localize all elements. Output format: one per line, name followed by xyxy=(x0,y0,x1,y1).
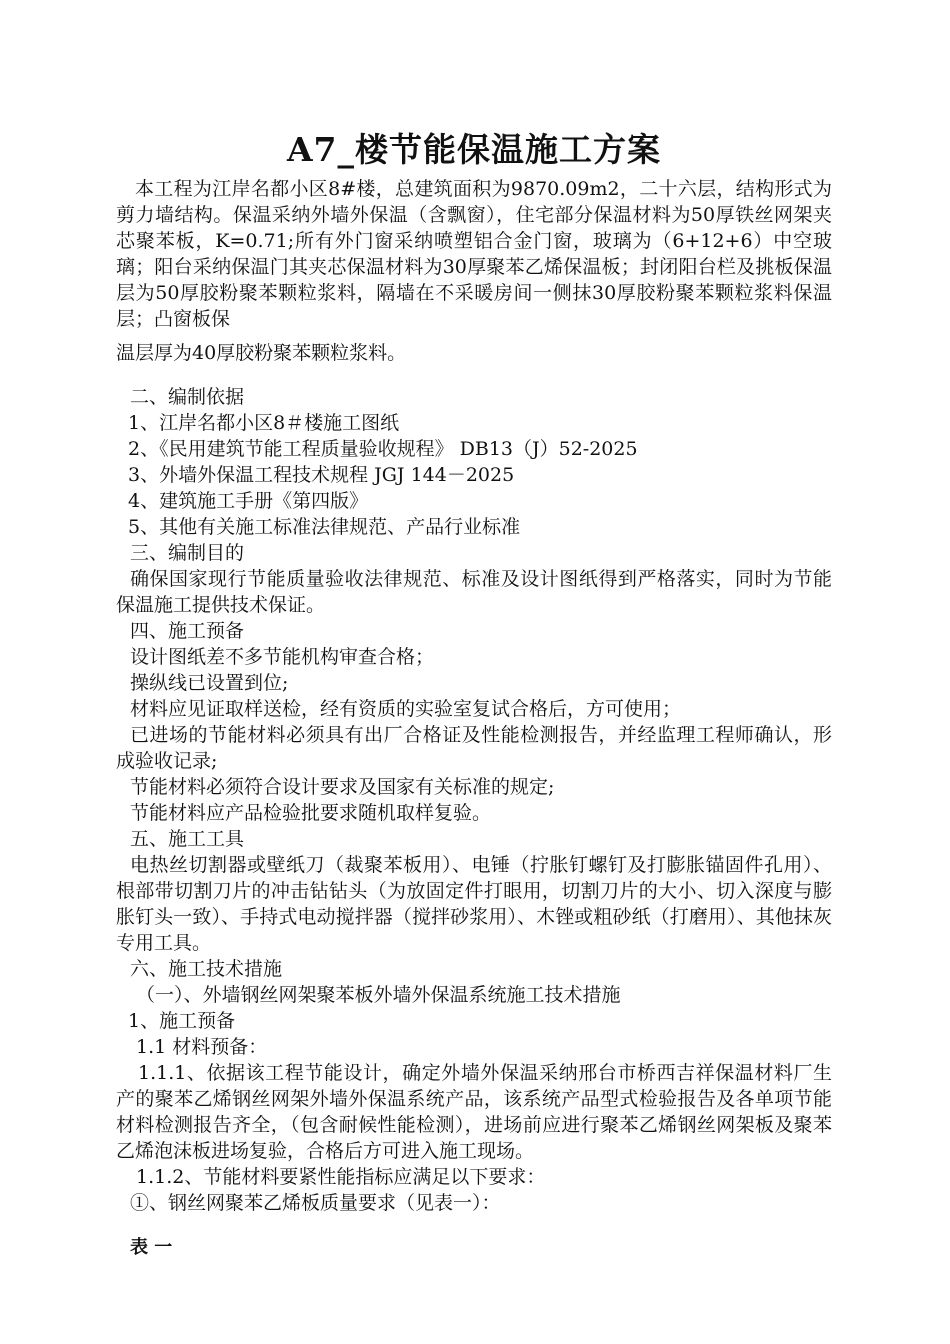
basis-item: 4、建筑施工手册《第四版》 xyxy=(128,490,369,512)
tools-paragraph: 电热丝切割器或壁纸刀（裁聚苯板用）、电锤（拧胀钉螺钉及打膨胀锚固件孔用）、根部带切割刀片的冲击钻钻头（为放固定件打眼用，切割刀片的大小、切入深度与膨胀钉头一致）、手持式电动搅拌器（搅拌砂浆用）、木锉或粗砂纸（打磨用）、其他抹灰专用工具。 xyxy=(116,854,832,954)
material-paragraph: 1.1.1、依据该工程节能设计，确定外墙外保温采纳邢台市桥西吉祥保温材料厂生产的聚苯乙烯钢丝网架外墙外保温系统产品，该系统产品型式检验报告及各单项节能材料检测报告齐全，（包含耐候性能检测），进场前应进行聚苯乙烯钢丝网架板及聚苯乙烯泡沫板进场复验，合格后方可进入施工现场。 xyxy=(116,1062,832,1162)
section-heading-measures: 六、施工技术措施 xyxy=(130,958,283,980)
preparation-item: 设计图纸差不多节能机构审查合格； xyxy=(130,646,435,668)
subsection-heading: 1、施工预备 xyxy=(128,1010,236,1032)
subsection-heading: 1.1 材料预备： xyxy=(136,1036,268,1058)
preparation-item: 材料应见证取样送检，经有资质的实验室复试合格后，方可使用； xyxy=(130,698,682,720)
intro-paragraph-end: 温层厚为40厚胶粉聚苯颗粒浆料。 xyxy=(116,342,407,364)
section-heading-preparation: 四、施工预备 xyxy=(130,620,245,642)
section-heading-tools: 五、施工工具 xyxy=(130,828,245,850)
preparation-item: 操纵线已设置到位; xyxy=(130,672,289,694)
document-title: A7_楼节能保温施工方案 xyxy=(286,130,662,169)
section-heading-basis: 二、编制依据 xyxy=(130,386,245,408)
document-page xyxy=(116,128,832,1280)
subsection-heading: （一）、外墙钢丝网架聚苯板外墙外保温系统施工技术措施 xyxy=(136,984,621,1006)
preparation-item: 节能材料必须符合设计要求及国家有关标准的规定; xyxy=(130,776,555,798)
purpose-paragraph: 确保国家现行节能质量验收法律规范、标准及设计图纸得到严格落实，同时为节能保温施工提供技术保证。 xyxy=(116,568,832,616)
spacer xyxy=(116,366,832,384)
table-label: 表 一 xyxy=(130,1237,173,1258)
section-heading-purpose: 三、编制目的 xyxy=(130,542,245,564)
basis-item: 3、外墙外保温工程技术规程 JGJ 144－2025 xyxy=(128,464,515,486)
preparation-item: 已进场的节能材料必须具有出厂合格证及性能检测报告，并经监理工程师确认，形成验收记录; xyxy=(116,724,832,772)
basis-item: 2、《民用建筑节能工程质量验收规程》 DB13（J）52-2025 xyxy=(128,438,638,460)
intro-paragraph: 本工程为江岸名都小区8#楼，总建筑面积为9870.09m2，二十六层，结构形式为剪力墙结构。保温采纳外墙外保温（含飘窗），住宅部分保温材料为50厚铁丝网架夹芯聚苯板，K=0.71;所有外门窗采纳喷塑铝合金门窗，玻璃为（6+12+6）中空玻璃；阳台采纳保温门其夹芯保温材料为30厚聚苯乙烯保温板；封闭阳台栏及挑板保温层为50厚胶粉聚苯颗粒浆料，隔墙在不采暖房间一侧抹30厚胶粉聚苯颗粒浆料保温层；凸窗板保 xyxy=(116,178,832,330)
preparation-item: 节能材料应产品检验批要求随机取样复验。 xyxy=(130,802,492,824)
material-requirement: 1.1.2、节能材料要紧性能指标应满足以下要求： xyxy=(136,1166,546,1188)
material-requirement-item: ①、钢丝网聚苯乙烯板质量要求（见表一）： xyxy=(130,1192,501,1214)
basis-item: 1、江岸名都小区8＃楼施工图纸 xyxy=(128,412,400,434)
basis-item: 5、其他有关施工标准法律规范、产品行业标准 xyxy=(128,516,521,538)
